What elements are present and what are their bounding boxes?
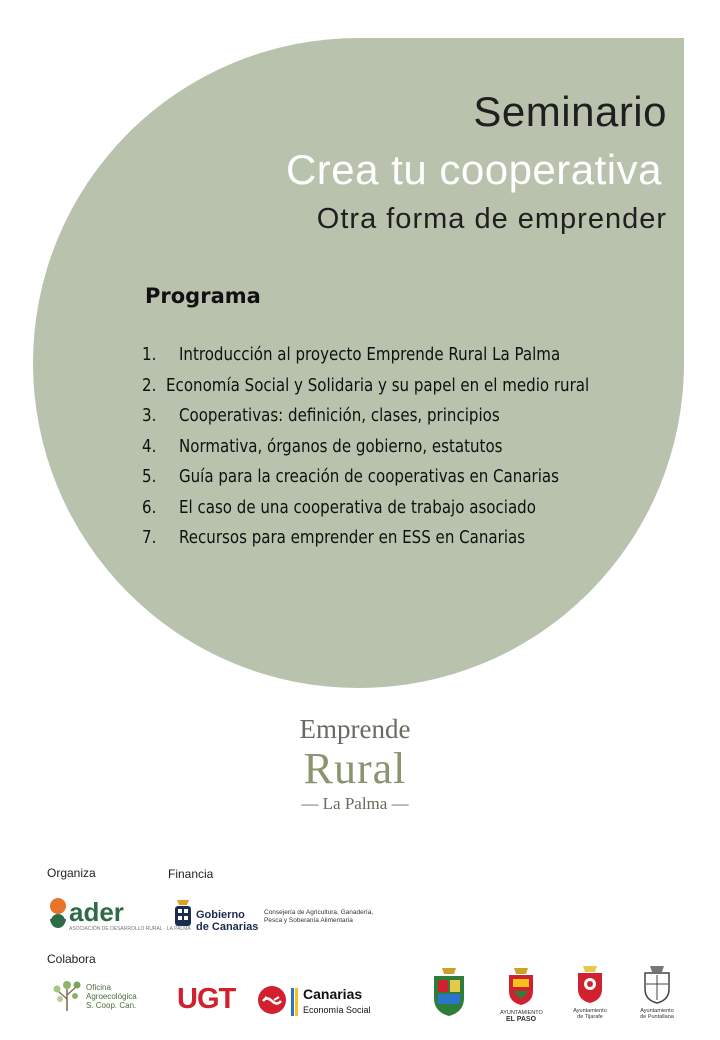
oficina-line3: S. Coop. Can.: [86, 1001, 137, 1010]
program-item-number: 3.: [142, 406, 157, 427]
program-item-text: Recursos para emprender en ESS en Canarias: [178, 528, 526, 549]
canarias-coat-of-arms-icon: [173, 896, 193, 930]
consejeria-line1: Consejería de Agricultura, Ganadería,: [264, 909, 374, 916]
gobierno-canarias-logo: [173, 896, 373, 936]
consejeria-line2: Pesca y Soberanía Alimentaria: [264, 917, 353, 924]
program-heading: Programa: [145, 284, 261, 308]
colabora-label: Colabora: [47, 952, 96, 966]
program-item-number: 1.: [142, 345, 157, 366]
brand-line-lapalma: — La Palma —: [301, 794, 409, 813]
seminar-title: Seminario: [473, 88, 667, 135]
el-paso-caption-line1: AYUNTAMIENTO: [500, 1010, 543, 1016]
program-item: [142, 523, 589, 554]
coat-of-arms-icon: [430, 966, 468, 1018]
program-item-text: Normativa, órganos de gobierno, estatutos: [178, 436, 503, 457]
oficina-agroecologica-logo: [50, 977, 150, 1015]
oficina-line1: Oficina: [86, 983, 111, 992]
program-item-number: 4.: [142, 436, 157, 457]
canarias-economia-social-logo: [291, 987, 391, 1021]
program-item-number: 5.: [142, 467, 157, 488]
ayuntamiento-el-paso-logo: [500, 966, 542, 1022]
tijarafe-caption-line1: Ayuntamiento: [573, 1008, 607, 1014]
program-item: [142, 340, 589, 371]
canarias-name: Canarias: [303, 986, 363, 1002]
emprende-rural-logo: [250, 712, 460, 816]
canarias-sub: Economía Social: [303, 1005, 371, 1015]
gobierno-name-line2: de Canarias: [196, 921, 259, 933]
el-paso-caption-line2: EL PASO: [505, 1016, 537, 1023]
ayuntamiento-puntallana-logo: [634, 964, 680, 1020]
seminar-tagline: Otra forma de emprender: [316, 203, 667, 235]
program-item-text: Introducción al proyecto Emprende Rural La Palma: [178, 345, 561, 366]
ugt-logo: [177, 983, 289, 1019]
ader-name: ader: [69, 897, 124, 927]
el-paso-shield-icon: [500, 966, 542, 1006]
organiza-label: Organiza: [47, 866, 96, 880]
brand-line-rural: Rural: [303, 744, 407, 793]
program-list: [142, 340, 662, 554]
program-item-text: Guía para la creación de cooperativas en Canarias: [178, 467, 559, 488]
program-item-text: El caso de una cooperativa de trabajo asociado: [178, 497, 536, 518]
puntallana-shield-icon: [634, 964, 680, 1004]
program-item-text: Cooperativas: definición, clases, principios: [178, 406, 500, 427]
gobierno-name-line1: Gobierno: [196, 909, 245, 921]
ader-logo: [47, 895, 191, 935]
ader-mark-icon: [47, 897, 69, 931]
puntallana-caption-line1: Ayuntamiento: [640, 1008, 674, 1014]
brand-line-emprende: Emprende: [299, 714, 411, 744]
ayuntamiento-shield-1: [430, 966, 468, 1022]
program-item-text: Economía Social y Solidaria y su papel en el medio rural: [166, 375, 590, 396]
ugt-name: UGT: [177, 983, 236, 1015]
tijarafe-shield-icon: [566, 964, 614, 1004]
color-bar-blue: [291, 988, 294, 1016]
program-item-number: 2.: [142, 375, 157, 396]
program-item-number: 7.: [142, 528, 157, 549]
program-item: [142, 462, 589, 493]
color-bar-yellow: [295, 988, 298, 1016]
program-item-number: 6.: [142, 497, 157, 518]
tree-icon: [50, 977, 84, 1011]
ader-caption: ASOCIACIÓN DE DESARROLLO RURAL · LA PALMA: [69, 926, 191, 932]
program-item: [142, 371, 589, 402]
financia-label: Financia: [168, 867, 214, 881]
puntallana-caption-line2: de Puntallana: [640, 1014, 674, 1020]
seminar-subtitle: Crea tu cooperativa: [285, 146, 662, 193]
program-item: [142, 401, 589, 432]
handshake-icon: [257, 985, 287, 1015]
ayuntamiento-tijarafe-logo: [566, 964, 614, 1020]
tijarafe-caption-line2: de Tijarafe: [577, 1014, 603, 1020]
program-item: [142, 432, 589, 463]
oficina-line2: Agroecológica: [86, 992, 137, 1001]
program-item: [142, 493, 589, 524]
